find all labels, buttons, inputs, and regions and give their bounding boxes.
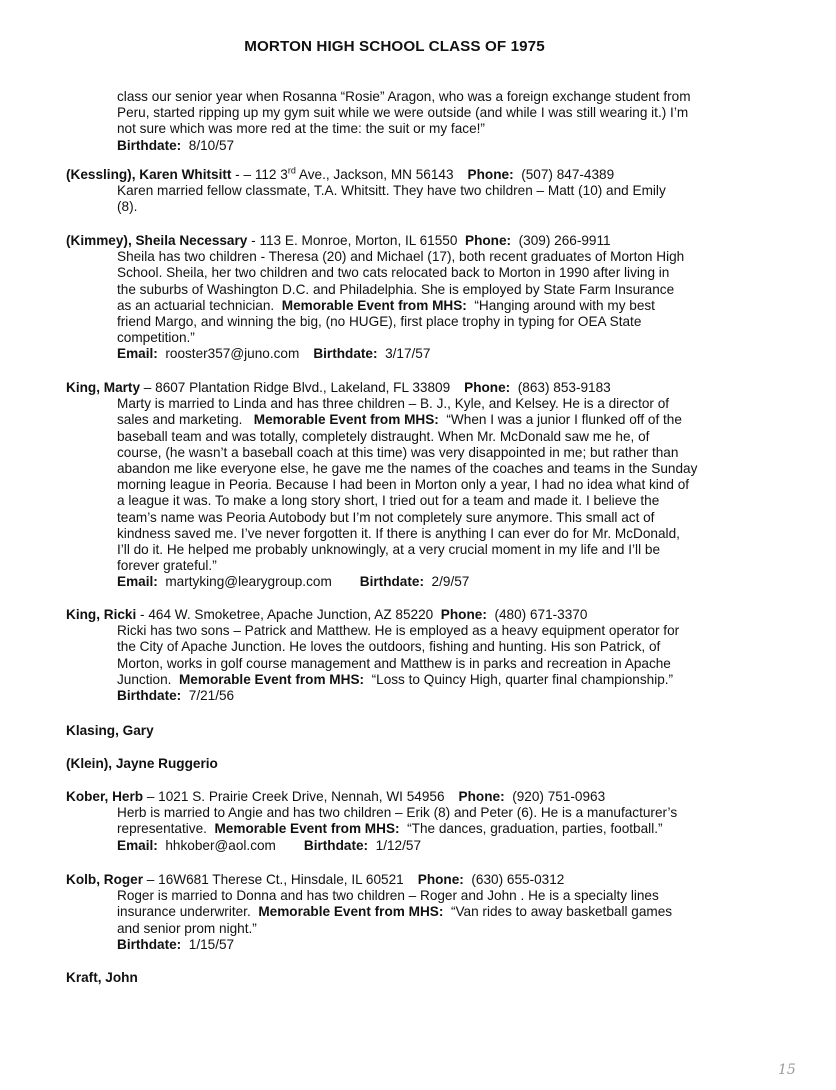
- birthdate-value: 8/10/57: [188, 137, 235, 153]
- birthdate-value: 1/15/57: [188, 936, 235, 952]
- phone-value: (920) 751-0963: [512, 789, 606, 804]
- email-value: martyking@learygroup.com: [165, 574, 332, 590]
- phone-value: (309) 266-9911: [518, 233, 611, 248]
- entry-name: Kober, Herb: [66, 789, 144, 804]
- memorable-label: Memorable Event from MHS:: [178, 671, 365, 687]
- entry-header: [66, 789, 766, 805]
- entry-continuation: [66, 89, 766, 154]
- body-line: (8).: [117, 199, 138, 215]
- body-line: morning league in Peoria. Because I had been in Morton only a year, I had no idea what kind of: [117, 477, 690, 493]
- body-line: Peru, started ripping up my gym suit while we were outside (and while I was still wearing it.) I’m: [117, 105, 689, 121]
- entry-name: (Kimmey), Sheila Necessary: [66, 233, 248, 248]
- entry-klein-jayne-ruggerio: [66, 756, 766, 772]
- entry-body: [117, 249, 766, 362]
- address: – 1021 S. Prairie Creek Drive, Nennah, WI 54956: [143, 789, 445, 804]
- body-line: kindness saved me. I’ve never forgotten it. If there is anything I can ever do for Mr. McDonald,: [117, 525, 680, 541]
- entry-kimmey-sheila-necessary: [66, 233, 766, 363]
- birthdate-line: [117, 937, 766, 953]
- body-line: competition.”: [117, 330, 195, 346]
- address: - 464 W. Smoketree, Apache Junction, AZ 85220: [136, 607, 434, 622]
- body-line: friend Margo, and winning the big, (no HUGE), first place trophy in typing for OEA State: [117, 314, 642, 330]
- phone-label: Phone:: [465, 233, 512, 248]
- birthdate-value: 1/12/57: [375, 837, 422, 853]
- entry-header: [66, 233, 766, 249]
- body-line: School. Sheila, her two children and two cats relocated back to Morton in 1990 after living in: [117, 265, 670, 281]
- body-line: class our senior year when Rosanna “Rosie” Aragon, who was a foreign exchange student from: [117, 89, 691, 104]
- body-line: insurance underwriter. Memorable Event from MHS: “Van rides to away basketball games: [117, 904, 673, 920]
- email-birthdate-line: [117, 574, 766, 590]
- body-line: Roger is married to Donna and has two children – Roger and John . He is a specialty lines: [117, 888, 659, 904]
- entry-name: Klasing, Gary: [66, 723, 154, 738]
- entry-name: King, Marty: [66, 380, 141, 395]
- entry-header: [66, 872, 766, 888]
- phone-label: Phone:: [464, 380, 511, 395]
- entry-header: [66, 607, 766, 623]
- entry-body: [117, 888, 766, 953]
- body-line: course, (he wasn’t a baseball coach at this time) was very disappointed in me; but rather than: [117, 444, 679, 460]
- entry-kessling-karen-whitsitt: [66, 167, 766, 216]
- birthdate-value: 7/21/56: [188, 688, 235, 704]
- email-birthdate-line: [117, 346, 766, 362]
- birthdate-label: Birthdate:: [313, 346, 378, 362]
- entry-body: [117, 396, 766, 590]
- entry-name: Kolb, Roger: [66, 872, 144, 887]
- body-line: baseball team and was totally, completely distraught. When Mr. McDonald saw me he, of: [117, 428, 650, 444]
- entry-king-ricki: [66, 607, 766, 704]
- birthdate-label: Birthdate:: [359, 574, 424, 590]
- entry-body: [117, 183, 766, 215]
- address: – 16W681 Therese Ct., Hinsdale, IL 60521: [143, 872, 404, 887]
- phone-label: Phone:: [467, 167, 514, 182]
- email-birthdate-line: [117, 838, 766, 854]
- email-value: hhkober@aol.com: [165, 837, 276, 853]
- body-line: the suburbs of Washington D.C. and Philadelphia. She is employed by State Farm Insurance: [117, 281, 675, 297]
- address: - – 112 3rd Ave., Jackson, MN 56143: [231, 165, 454, 182]
- body-line: Junction. Memorable Event from MHS: “Loss to Quincy High, quarter final championship.”: [117, 671, 674, 687]
- body-line: representative. Memorable Event from MHS: “The dances, graduation, parties, football.”: [117, 821, 663, 837]
- email-label: Email:: [117, 837, 158, 853]
- body-line: a league it was. To make a long story short, I tried out for a team and made it. I believe the: [117, 493, 660, 509]
- memorable-label: Memorable Event from MHS:: [214, 821, 400, 837]
- phone-label: Phone:: [458, 789, 505, 804]
- body-line: sales and marketing. Memorable Event from MHS: “When I was a junior I flunked off of the: [117, 412, 682, 428]
- memorable-label: Memorable Event from MHS:: [253, 412, 439, 428]
- address: - 113 E. Monroe, Morton, IL 61550: [247, 233, 458, 248]
- entry-header: [66, 167, 766, 183]
- body-line: Marty is married to Linda and has three children – B. J., Kyle, and Kelsey. He is a director of: [117, 396, 670, 412]
- entry-header: [66, 380, 766, 396]
- entry-name: (Kessling), Karen Whitsitt: [66, 167, 232, 182]
- body-line: Karen married fellow classmate, T.A. Whitsitt. They have two children – Matt (10) and Emily: [117, 183, 666, 199]
- memorable-label: Memorable Event from MHS:: [258, 904, 444, 920]
- body-line: Morton, works in golf course management and Matthew is in parks and recreation in Apache: [117, 655, 671, 671]
- email-value: rooster357@juno.com: [165, 346, 300, 362]
- phone-label: Phone:: [417, 872, 464, 887]
- body-line: team’s name was Peoria Autobody but I’m not completely sure anymore. This small act of: [117, 509, 655, 525]
- phone-value: (863) 853-9183: [517, 380, 611, 395]
- entry-kolb-roger: [66, 872, 766, 953]
- body-line: not sure which was more red at the time: the suit or my face!”: [117, 121, 485, 137]
- page-title: MORTON HIGH SCHOOL CLASS OF 1975: [244, 38, 545, 55]
- birthdate-label: Birthdate:: [117, 936, 182, 952]
- entry-name: King, Ricki: [66, 607, 137, 622]
- entry-name: Kraft, John: [66, 970, 138, 985]
- birthdate-value: 2/9/57: [431, 574, 470, 590]
- phone-label: Phone:: [440, 607, 487, 622]
- entry-klasing-gary: [66, 723, 766, 739]
- birthdate-line: [117, 688, 766, 704]
- birthdate-label: Birthdate:: [303, 837, 369, 853]
- phone-value: (630) 655-0312: [471, 872, 565, 887]
- body-line: the City of Apache Junction. He loves the outdoors, fishing and hunting. His son Patrick, of: [117, 639, 661, 655]
- entry-header: [66, 723, 766, 739]
- body-line: as an actuarial technician. Memorable Event from MHS: “Hanging around with my best: [117, 297, 655, 313]
- entry-header: [66, 970, 766, 986]
- phone-value: (507) 847-4389: [521, 167, 615, 182]
- birthdate-label: Birthdate:: [117, 137, 182, 153]
- entry-kraft-john: [66, 970, 766, 986]
- address: – 8607 Plantation Ridge Blvd., Lakeland, FL 33809: [140, 380, 451, 395]
- birthdate-line: [117, 138, 766, 154]
- body-line: Herb is married to Angie and has two children – Erik (8) and Peter (6). He is a manufacturer’s: [117, 805, 678, 821]
- body-line: forever grateful.”: [117, 558, 217, 574]
- entry-body: [117, 805, 766, 854]
- entry-body: [117, 89, 766, 154]
- body-line: abandon me like everyone else, he gave me the names of the coaches and teams in the Sunday: [117, 461, 698, 477]
- body-line: Ricki has two sons – Patrick and Matthew. He is employed as a heavy equipment operator for: [117, 623, 680, 639]
- memorable-label: Memorable Event from MHS:: [281, 297, 467, 313]
- phone-value: (480) 671-3370: [494, 607, 588, 622]
- body-line: and senior prom night.”: [117, 920, 257, 936]
- birthdate-label: Birthdate:: [117, 688, 182, 704]
- email-label: Email:: [117, 574, 158, 590]
- entry-body: [117, 623, 766, 704]
- handwritten-page-mark: 15: [778, 1062, 796, 1078]
- body-line: Sheila has two children - Theresa (20) and Michael (17), both recent graduates of Morton High: [117, 249, 685, 265]
- entry-kober-herb: [66, 789, 766, 854]
- birthdate-value: 3/17/57: [385, 346, 431, 362]
- entry-king-marty: [66, 380, 766, 591]
- entry-name: (Klein), Jayne Ruggerio: [66, 756, 218, 771]
- email-label: Email:: [117, 346, 158, 362]
- body-line: I’ll do it. He helped me probably unknowingly, at a very crucial moment in my life and I’ll be: [117, 542, 660, 558]
- entry-header: [66, 756, 766, 772]
